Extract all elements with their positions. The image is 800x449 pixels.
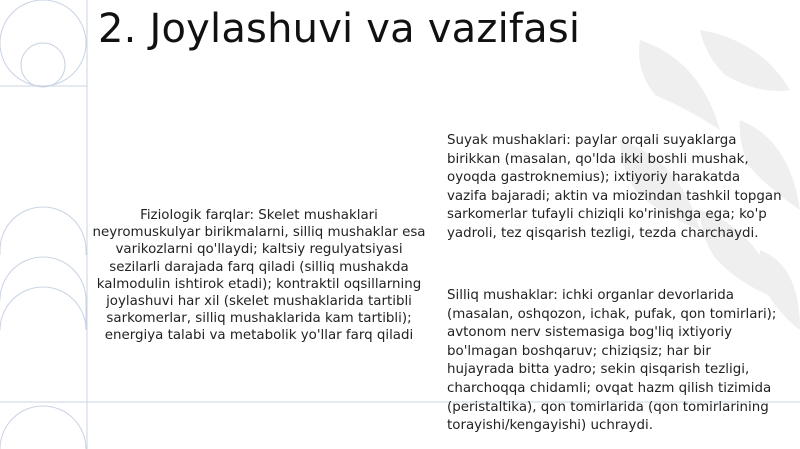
physiological-differences-text: Fiziologik farqlar: Skelet mushaklari neyromuskulyar birikmalarni, silliq mushaklar esa varikozlarni qo'llaydi; kaltsiy regulyatsiyasi sezilarli darajada farq qiladi (silliq mushakda kalmodulin ishtirok etadi); kontraktil oqsillarning joylashuvi har xil (skelet mushaklarida tartibli sarkomerlar, silliq mushaklarida kam tartibli); energiya talabi va metabolik yo'llar farq qiladi (92, 208, 426, 344)
smooth-muscle-paragraph: Silliq mushaklar: ichki organlar devorlarida (masalan, oshqozon, ichak, pufak, qon tomirlari); avtonom nerv sistemasiga bog'liq ixtiyoriy bo'lmagan boshqaruv; chiziqsiz; har bir hujayrada bitta yadro; sekin qisqarish tezligi, charchoqqa chidamli; ovqat hazm qilish tizimida (peristaltika), qon tomirlarida (qon tomirlarining torayishi/kengayishi) uchraydi. (447, 288, 777, 434)
skeletal-muscle-paragraph: Suyak mushaklari: paylar orqali suyaklarga birikkan (masalan, qo'lda ikki boshli mushak, oyoqda gastroknemius); ixtiyoriy harakatda vazifa bajaradi; aktin va miozindan tashkil topgan sarkomerlar tufayli chiziqli ko'rinishga ega; ko'p yadroli, tez qisqarish tezligi, tezda charchaydi. (447, 133, 782, 241)
slide-title: 2. Joylashuvi va vazifasi (98, 6, 581, 52)
